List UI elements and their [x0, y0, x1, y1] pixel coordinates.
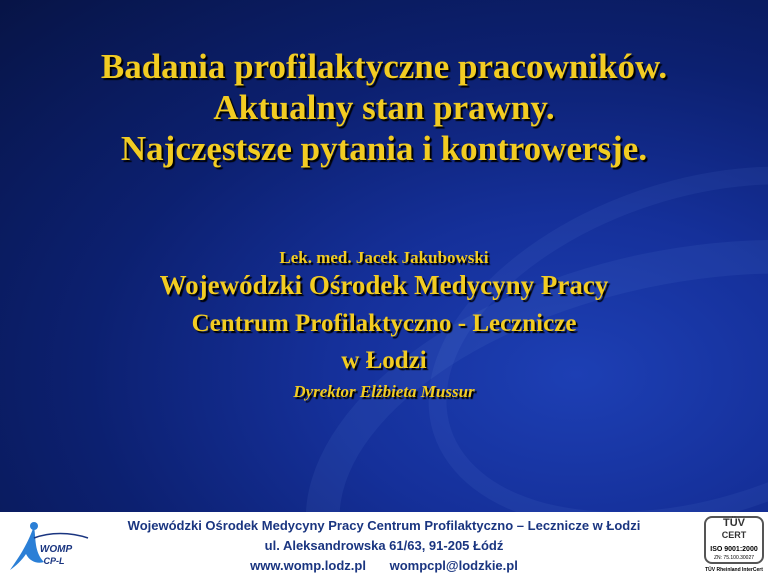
certificate-standard: ISO 9001:2000 [710, 546, 758, 553]
author-name: Lek. med. Jacek Jakubowski [279, 248, 489, 267]
footer-organization: Wojewódzki Ośrodek Medycyny Pracy Centrum Profilaktyczno – Lecznicze w Łodzi [127, 518, 641, 533]
footer-links [100, 556, 668, 576]
logo-text-top: WOMP [39, 544, 73, 555]
title-line: Najczęstsze pytania i kontrowersje. [120, 129, 648, 168]
certificate-issuer: TÜV Rheinland InterCert [705, 567, 763, 573]
womp-logo [4, 518, 90, 574]
certificate-brand: TÜV [723, 517, 745, 529]
organization-subname: Centrum Profilaktyczno - Lecznicze [191, 310, 577, 337]
website-link[interactable]: www.womp.lodz.pl [250, 558, 366, 573]
certificate-cert: CERT [721, 530, 747, 540]
email-link[interactable]: wompcpl@lodzkie.pl [389, 558, 518, 573]
footer-contact [100, 516, 668, 576]
logo-text-bottom: CP-L [43, 556, 65, 566]
certificate-number: ZN: 75.100.30027 [713, 555, 755, 561]
organization-city: w Łodzi [341, 347, 427, 374]
footer-address: ul. Aleksandrowska 61/63, 91-205 Łódź [264, 538, 504, 553]
slide-title [0, 46, 768, 169]
organization-name: Wojewódzki Ośrodek Medycyny Pracy [159, 270, 609, 300]
tuv-certificate-badge [704, 516, 764, 576]
title-line: Badania profilaktyczne pracowników. [100, 47, 668, 86]
director-name: Dyrektor Elżbieta Mussur [293, 382, 475, 401]
footer [0, 512, 768, 576]
title-line: Aktualny stan prawny. [213, 88, 555, 127]
